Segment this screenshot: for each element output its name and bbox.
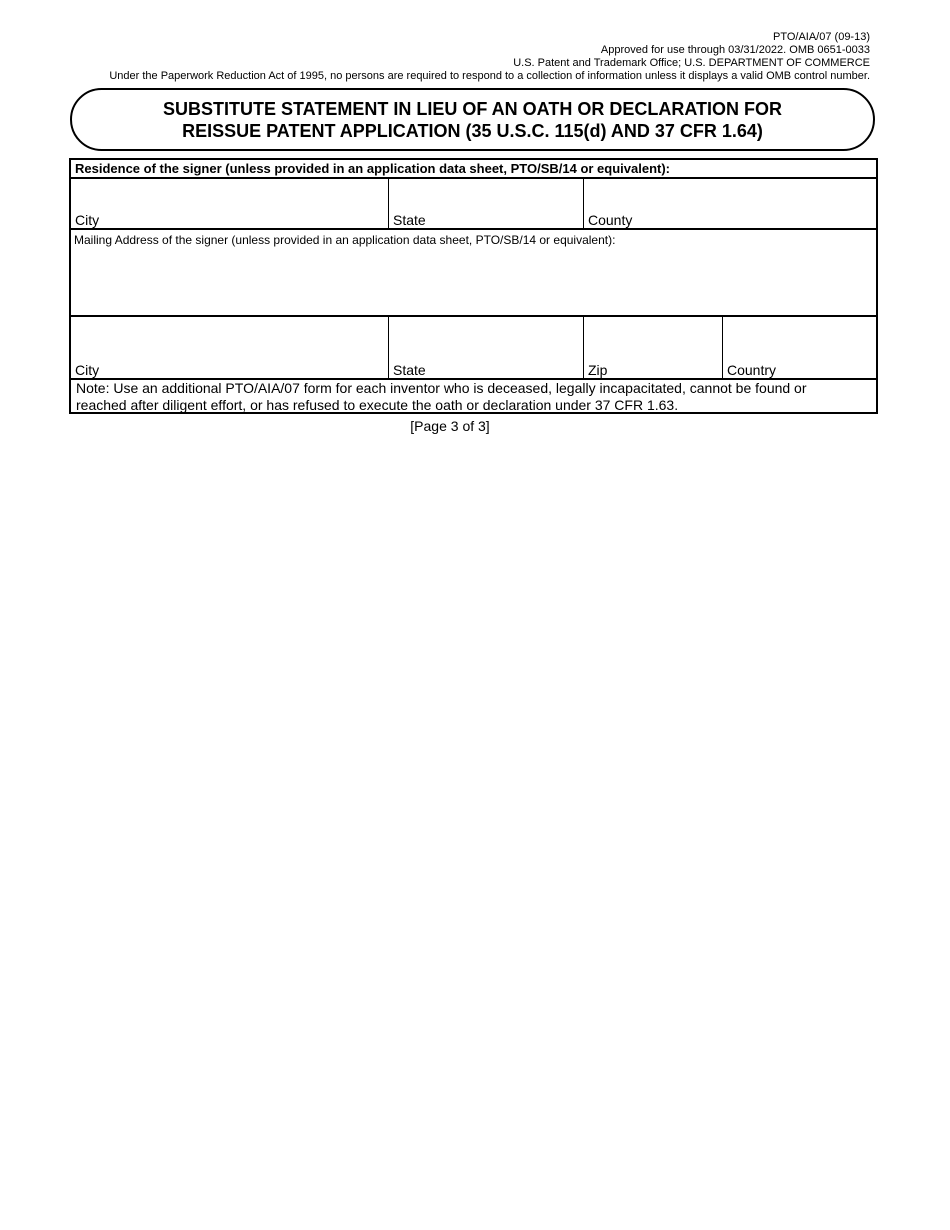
omb-approval: Approved for use through 03/31/2022. OMB 0651-0033 <box>600 44 870 56</box>
note-line-1: Note: Use an additional PTO/AIA/07 form for each inventor who is deceased, legally incapacitated, cannot be found or <box>76 380 807 396</box>
title-line-1: SUBSTITUTE STATEMENT IN LIEU OF AN OATH OR DECLARATION FOR <box>163 98 782 119</box>
mailing-address-field[interactable] <box>71 230 876 317</box>
residence-heading: Residence of the signer (unless provided in an application data sheet, PTO/SB/14 or equivalent): <box>71 160 876 179</box>
mailing-row <box>71 317 876 380</box>
residence-row <box>71 179 876 230</box>
note-line-2: reached after diligent effort, or has refused to execute the oath or declaration under 37 CFR 1.63. <box>76 397 679 413</box>
mailing-country-label: Country <box>727 362 777 378</box>
residence-county-field[interactable] <box>584 179 876 228</box>
title-line-2: REISSUE PATENT APPLICATION (35 U.S.C. 115(d) AND 37 CFR 1.64) <box>182 120 763 141</box>
mailing-state-label: State <box>393 362 426 378</box>
mailing-address-label: Mailing Address of the signer (unless provided in an application data sheet, PTO/SB/14 or equivalent): <box>74 233 616 247</box>
page-number: [Page 3 of 3] <box>410 418 490 434</box>
mailing-zip-field[interactable] <box>584 317 723 378</box>
residence-city-field[interactable] <box>71 179 389 228</box>
residence-state-field[interactable] <box>389 179 584 228</box>
form-header <box>70 31 870 83</box>
form-number: PTO/AIA/07 (09-13) <box>772 31 870 43</box>
mailing-city-label: City <box>75 362 100 378</box>
form-title <box>70 88 875 151</box>
paperwork-notice: Under the Paperwork Reduction Act of 1995, no persons are required to respond to a collection of information unless it displays a valid OMB control number. <box>109 70 870 82</box>
mailing-country-field[interactable] <box>723 317 876 378</box>
signer-address-form <box>69 158 878 414</box>
agency-name: U.S. Patent and Trademark Office; U.S. DEPARTMENT OF COMMERCE <box>513 57 870 69</box>
residence-county-label: County <box>588 212 633 228</box>
mailing-city-field[interactable] <box>71 317 389 378</box>
form-note <box>71 380 876 412</box>
residence-city-label: City <box>75 212 100 228</box>
mailing-zip-label: Zip <box>588 362 608 378</box>
mailing-state-field[interactable] <box>389 317 584 378</box>
residence-state-label: State <box>393 212 426 228</box>
